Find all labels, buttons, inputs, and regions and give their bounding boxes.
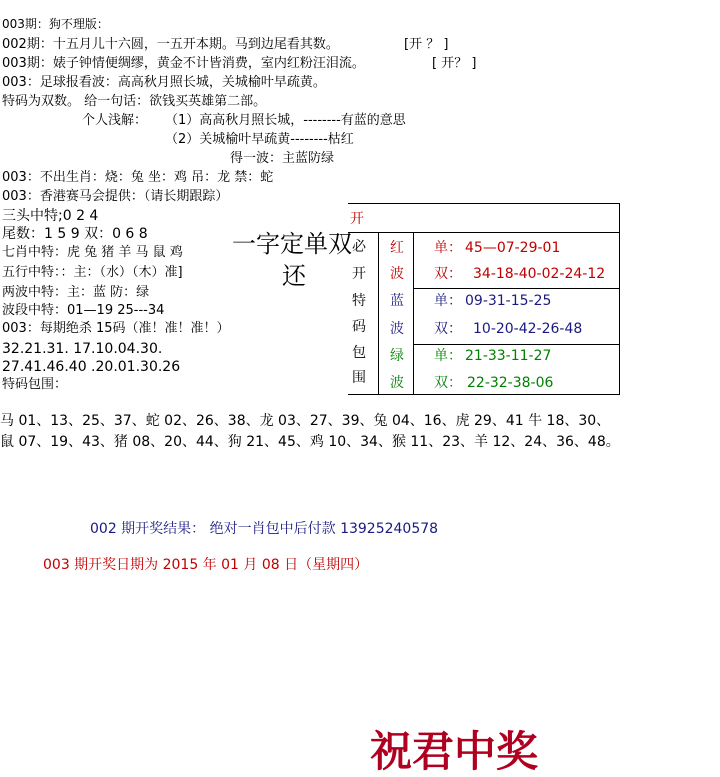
personal-interp-label: 个人浅解： xyxy=(82,113,148,128)
riddle-002: 002期：十五月儿十六圆，一五开本期。马到边尾看其数。 xyxy=(2,37,339,52)
interp-2: （2）关城榆叶早疏黄--------枯红 xyxy=(165,132,354,147)
wave-label-green: 波 xyxy=(390,375,404,391)
kind-label: 双： xyxy=(434,321,462,337)
wave-result: 得一波：主蓝防绿 xyxy=(230,151,335,166)
number-set: 21-33-11-27 xyxy=(465,348,552,364)
wave-label-green: 绿 xyxy=(390,348,404,364)
kill-numbers-1: 32.21.31. 17.10.04.30. xyxy=(2,341,163,357)
kind-label: 单： xyxy=(434,348,462,364)
interp-1: （1）高高秋月照长城，--------有蓝的意思 xyxy=(165,113,406,128)
wave-label-red: 波 xyxy=(390,266,404,282)
wave-label-blue: 波 xyxy=(390,321,404,337)
kill-line: 003：每期绝杀 15码（准！准！准！） xyxy=(2,321,230,336)
vertical-char: 必 xyxy=(352,239,366,255)
five-elements-line: 五行中特：：主：（水）（木）准] xyxy=(2,265,183,280)
number-set: 45—07-29-01 xyxy=(465,240,561,256)
no-zodiac-line: 003：不出生肖：烧：兔 坐：鸡 吊：龙 禁：蛇 xyxy=(2,170,274,185)
number-set: 22-32-38-06 xyxy=(467,375,554,391)
vertical-char: 围 xyxy=(352,370,366,386)
zodiac-numbers-2: 鼠 07、19、43、猪 08、20、44、狗 21、45、鸡 10、34、猴 11、23、羊 12、24、36、48。 xyxy=(0,434,620,450)
football-line: 003：足球报看波：高高秋月照长城，关城榆叶早疏黄。 xyxy=(2,75,326,90)
special-surround-label: 特码包围： xyxy=(2,377,68,392)
riddle-003: 003期：婊子钟情便绸缪，黄金不计皆消费，室内红粉汪泪流。 xyxy=(2,56,365,71)
wave-label-red: 红 xyxy=(390,240,404,256)
result-line: 002 期开奖结果： 绝对一肖包中后付款 13925240578 xyxy=(90,521,439,537)
number-set: 34-18-40-02-24-12 xyxy=(473,266,606,282)
table-header: 开 xyxy=(350,211,364,227)
header-line: 003期：狗不理版： xyxy=(2,17,109,31)
special-code-line: 特码为双数。 给一句话：欲钱买英雄第二部。 xyxy=(2,94,267,109)
three-heads-line: 三头中特;0 2 4 xyxy=(2,208,99,224)
zodiac-numbers-1: 马 01、13、25、37、蛇 02、26、38、龙 03、27、39、兔 04、16、虎 29、41 牛 18、30、 xyxy=(0,413,611,429)
kind-label: 双： xyxy=(434,266,462,282)
hk-jockey-line: 003：香港赛马会提供：（请长期跟踪） xyxy=(2,189,229,204)
kind-label: 单： xyxy=(434,293,462,309)
riddle-002-result: [开 ？ ] xyxy=(404,37,449,52)
tail-line: 尾数：1 5 9 双：0 6 8 xyxy=(2,226,148,242)
vertical-char: 开 xyxy=(352,266,366,282)
kind-label: 单： xyxy=(434,240,462,256)
two-waves-line: 两波中特：主：蓝 防：绿 xyxy=(2,285,150,300)
side-title: 一字定单双 xyxy=(232,230,352,258)
number-set: 10-20-42-26-48 xyxy=(473,321,583,337)
range-line: 波段中特：01—19 25---34 xyxy=(2,303,165,318)
riddle-003-result: [ 开？ ] xyxy=(432,56,477,71)
seven-zodiac-line: 七肖中特：虎 兔 猪 羊 马 鼠 鸡 xyxy=(2,245,183,260)
number-set: 09-31-15-25 xyxy=(465,293,552,309)
kind-label: 双： xyxy=(434,375,462,391)
blessing-text: 祝君中奖 xyxy=(370,727,539,776)
vertical-char: 特 xyxy=(352,293,366,309)
wave-label-blue: 蓝 xyxy=(390,293,404,309)
vertical-char: 包 xyxy=(352,345,366,361)
date-line: 003 期开奖日期为 2015 年 01 月 08 日（星期四） xyxy=(43,557,369,573)
kill-numbers-2: 27.41.46.40 .20.01.30.26 xyxy=(2,359,181,375)
side-title-2: 还 xyxy=(282,262,306,290)
vertical-char: 码 xyxy=(352,319,366,335)
